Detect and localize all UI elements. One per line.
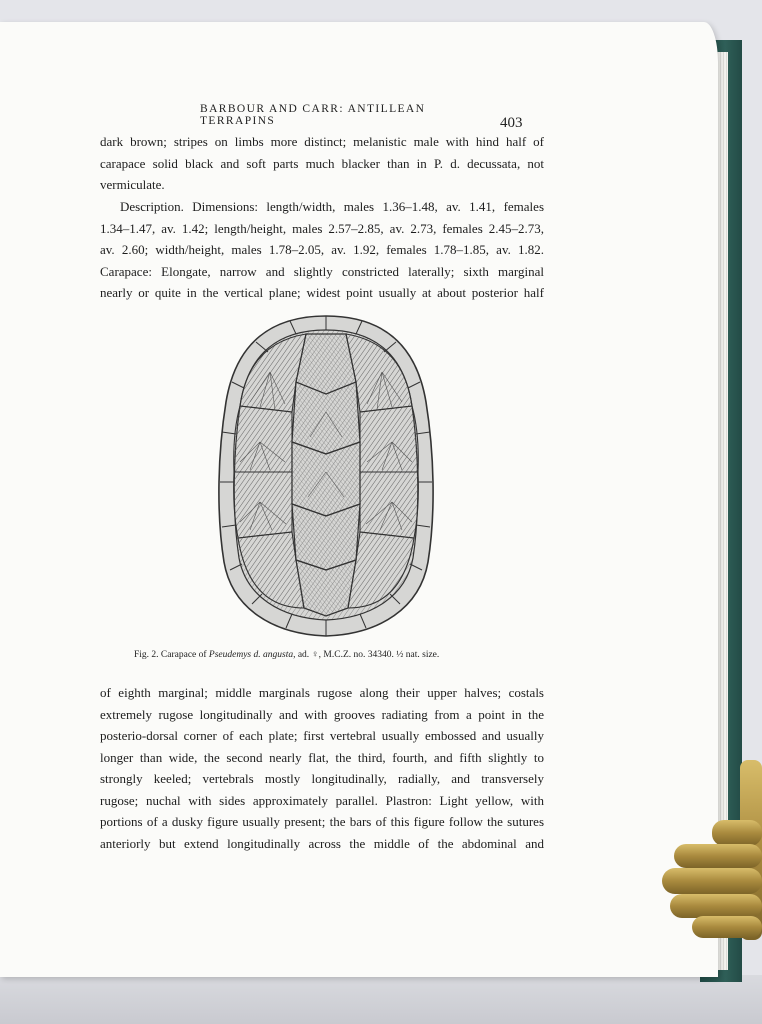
description-paragraph bbox=[100, 196, 544, 304]
text-line: of eighth marginal; middle marginals rugose along their upper halves; costals bbox=[100, 685, 544, 700]
carapace-drawing bbox=[210, 312, 442, 640]
text-line: Carapace: Elongate, narrow and slightly constricted laterally; sixth marginal bbox=[100, 263, 544, 279]
text-line: nearly or quite in the vertical plane; widest point usually at about posterior half bbox=[100, 285, 544, 300]
caption-suffix: , ad. ♀, M.C.Z. no. 34340. ½ nat. size. bbox=[293, 650, 440, 660]
text-line: extremely rugose longitudinally and with grooves radiating from a point in the bbox=[100, 706, 544, 722]
brass-hand-bookstand bbox=[652, 760, 762, 940]
text-line: anteriorly but extend longitudinally across the middle of the abdominal and bbox=[100, 835, 544, 851]
text-line: carapace solid black and soft parts much blacker than in P. d. decussata, not bbox=[100, 155, 544, 171]
text-line: portions of a dusky figure usually present; the bars of this figure follow the sutures bbox=[100, 814, 544, 829]
page-number: 403 bbox=[500, 115, 523, 131]
caption-species: Pseudemys d. angusta bbox=[208, 650, 294, 660]
figure-caption bbox=[134, 650, 514, 660]
text-line: 1.34–1.47, av. 1.42; length/height, males 2.57–2.85, av. 2.73, females 2.45–2.73, bbox=[100, 220, 544, 236]
text-line: strongly keeled; vertebrals mostly longitudinally, radially, and transversely bbox=[100, 771, 544, 786]
top-paragraph bbox=[100, 131, 544, 196]
backdrop bbox=[0, 975, 762, 1024]
text-line: dark brown; stripes on limbs more distinct; melanistic male with hind half of bbox=[100, 134, 544, 149]
text-line: rugose; nuchal with sides approximately parallel. Plastron: Light yellow, with bbox=[100, 792, 544, 808]
text-line: posterio-dorsal corner of each plate; first vertebral usually embossed and usually bbox=[100, 728, 544, 743]
carapace-illustration bbox=[210, 312, 442, 640]
text-line: vermiculate. bbox=[100, 177, 165, 192]
text-line: av. 2.60; width/height, males 1.78–2.05, av. 1.92, females 1.78–1.85, av. 1.82. bbox=[100, 242, 544, 257]
caption-prefix: Fig. 2. Carapace of bbox=[134, 650, 209, 660]
running-head: BARBOUR AND CARR: ANTILLEAN TERRAPINS bbox=[200, 103, 426, 127]
text-line: longer than wide, the second nearly flat, the third, fourth, and fifth slightly to bbox=[100, 749, 544, 765]
bottom-paragraph bbox=[100, 682, 544, 854]
text-line: Description. Dimensions: length/width, males 1.36–1.48, av. 1.41, females bbox=[120, 199, 544, 214]
